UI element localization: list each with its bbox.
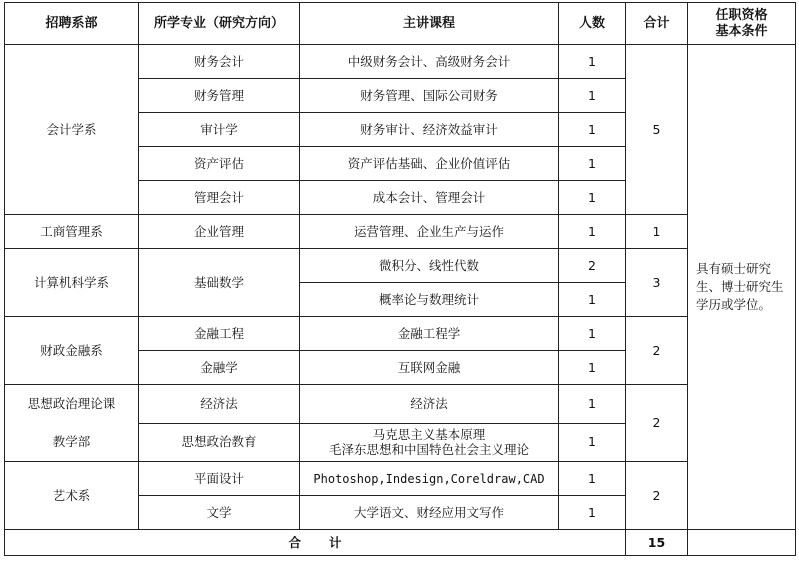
count-cell: 1	[559, 113, 626, 147]
course-cell: 微积分、线性代数	[300, 249, 559, 283]
count-cell: 1	[559, 351, 626, 385]
major-cell: 文学	[139, 496, 300, 530]
table-row	[5, 45, 796, 79]
total-row	[5, 530, 796, 556]
subtotal-cell-art: 2	[626, 462, 688, 530]
major-cell: 平面设计	[139, 462, 300, 496]
course-cell: 财务管理、国际公司财务	[300, 79, 559, 113]
count-cell: 1	[559, 215, 626, 249]
course-line2: 毛泽东思想和中国特色社会主义理论	[328, 442, 529, 458]
count-cell: 1	[559, 462, 626, 496]
header-courses: 主讲课程	[300, 3, 559, 45]
count-cell: 2	[559, 249, 626, 283]
major-cell: 金融工程	[139, 317, 300, 351]
count-cell: 1	[559, 317, 626, 351]
table-row	[5, 385, 796, 424]
major-cell: 资产评估	[139, 147, 300, 181]
major-cell: 金融学	[139, 351, 300, 385]
department-cell-accounting: 会计学系	[5, 45, 139, 215]
course-cell: 成本会计、管理会计	[300, 181, 559, 215]
total-label-part1: 合	[288, 534, 301, 550]
department-politics-line1: 思想政治理论课	[27, 396, 116, 411]
course-cell: 大学语文、财经应用文写作	[300, 496, 559, 530]
major-cell: 企业管理	[139, 215, 300, 249]
total-value: 15	[626, 530, 688, 556]
major-cell: 基础数学	[139, 249, 300, 317]
header-subtotal: 合计	[626, 3, 688, 45]
course-cell: 互联网金融	[300, 351, 559, 385]
recruitment-table	[4, 2, 796, 556]
major-cell: 财务会计	[139, 45, 300, 79]
header-condition-line1: 任职资格	[715, 7, 768, 23]
course-cell: 经济法	[300, 385, 559, 424]
course-cell: 运营管理、企业生产与运作	[300, 215, 559, 249]
table-row	[5, 317, 796, 351]
header-major: 所学专业（研究方向）	[139, 3, 300, 45]
major-cell: 管理会计	[139, 181, 300, 215]
subtotal-cell-accounting: 5	[626, 45, 688, 215]
major-cell: 经济法	[139, 385, 300, 424]
count-cell: 1	[559, 283, 626, 317]
count-cell: 1	[559, 385, 626, 424]
department-politics-line2: 教学部	[52, 434, 91, 449]
department-cell-finance: 财政金融系	[5, 317, 139, 385]
subtotal-cell-business: 1	[626, 215, 688, 249]
header-department: 招聘系部	[5, 3, 139, 45]
department-cell-computer: 计算机科学系	[5, 249, 139, 317]
count-cell: 1	[559, 45, 626, 79]
count-cell: 1	[559, 147, 626, 181]
subtotal-cell-finance: 2	[626, 317, 688, 385]
course-line1: 马克思主义基本原理	[372, 427, 486, 443]
course-cell: 资产评估基础、企业价值评估	[300, 147, 559, 181]
department-cell-politics	[5, 385, 139, 462]
subtotal-cell-computer: 3	[626, 249, 688, 317]
condition-cell: 具有硕士研究生、博士研究生学历或学位。	[688, 45, 796, 530]
header-count: 人数	[559, 3, 626, 45]
total-label	[5, 530, 626, 556]
count-cell: 1	[559, 79, 626, 113]
major-cell: 审计学	[139, 113, 300, 147]
course-cell: 中级财务会计、高级财务会计	[300, 45, 559, 79]
total-empty-cell	[688, 530, 796, 556]
count-cell: 1	[559, 181, 626, 215]
table-row	[5, 215, 796, 249]
course-cell: 金融工程学	[300, 317, 559, 351]
course-cell: 财务审计、经济效益审计	[300, 113, 559, 147]
department-cell-art: 艺术系	[5, 462, 139, 530]
course-cell	[300, 423, 559, 462]
header-condition	[688, 3, 796, 45]
header-condition-line2: 基本条件	[715, 23, 768, 39]
major-cell: 财务管理	[139, 79, 300, 113]
course-cell: Photoshop,Indesign,Coreldraw,CAD	[300, 462, 559, 496]
header-row	[5, 3, 796, 45]
total-label-part2: 计	[329, 534, 342, 550]
count-cell: 1	[559, 423, 626, 462]
major-cell: 思想政治教育	[139, 423, 300, 462]
subtotal-cell-politics: 2	[626, 385, 688, 462]
table-row	[5, 249, 796, 283]
table-row	[5, 462, 796, 496]
department-cell-business: 工商管理系	[5, 215, 139, 249]
course-cell: 概率论与数理统计	[300, 283, 559, 317]
count-cell: 1	[559, 496, 626, 530]
